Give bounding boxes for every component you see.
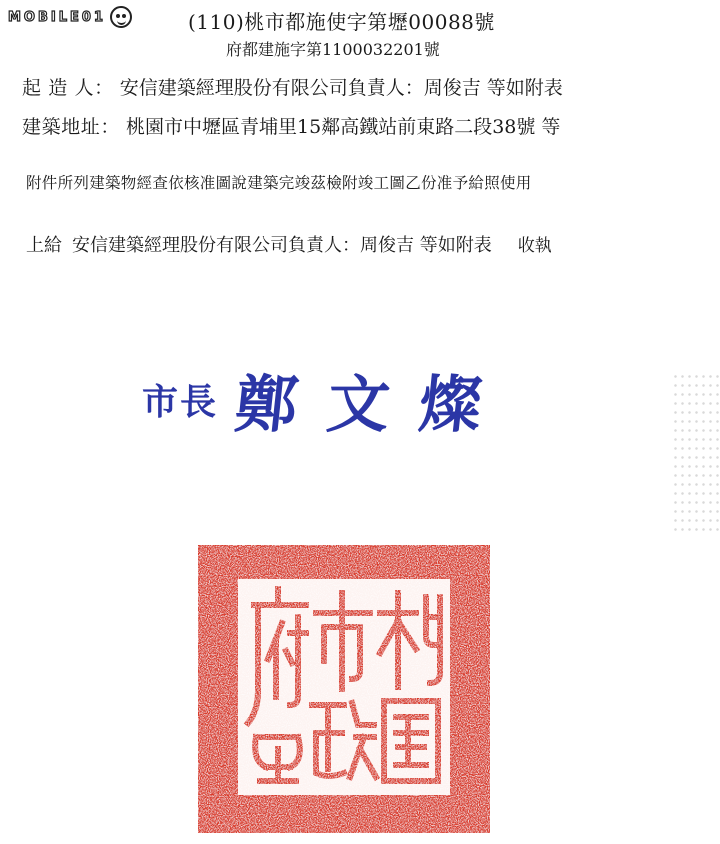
field-row-builder	[22, 73, 563, 100]
issued-to-lead: 上給	[26, 235, 62, 256]
field-value-address: 桃園市中壢區青埔里15鄰高鐵站前東路二段38號 等	[126, 116, 561, 138]
smiley-icon	[110, 6, 132, 28]
mayor-title: 市長	[142, 381, 219, 423]
field-label-address: 建築地址：	[22, 116, 121, 138]
official-seal	[194, 541, 494, 837]
field-value-builder: 安信建築經理股份有限公司負責人：周俊吉 等如附表	[119, 77, 563, 99]
issued-to-recipient: 安信建築經理股份有限公司負責人：周俊吉 等如附表	[72, 235, 492, 256]
mayor-signature	[142, 355, 516, 444]
mayor-name: 鄭文燦	[231, 368, 516, 441]
document-number: (110)桃市都施使字第壢00088號	[188, 10, 495, 34]
scan-dot-pattern	[672, 372, 720, 532]
issued-to-row	[26, 231, 552, 257]
field-label-builder: 起 造 人：	[22, 77, 114, 99]
permit-number: 府都建施字第1100032201號	[226, 40, 440, 59]
site-watermark	[8, 6, 132, 28]
issued-to-action: 收執	[517, 236, 552, 256]
field-row-address	[22, 112, 560, 139]
watermark-text: MOBILE01	[8, 9, 106, 25]
approval-statement: 附件所列建築物經查依核准圖說建築完竣茲檢附竣工圖乙份准予給照使用	[26, 174, 532, 192]
